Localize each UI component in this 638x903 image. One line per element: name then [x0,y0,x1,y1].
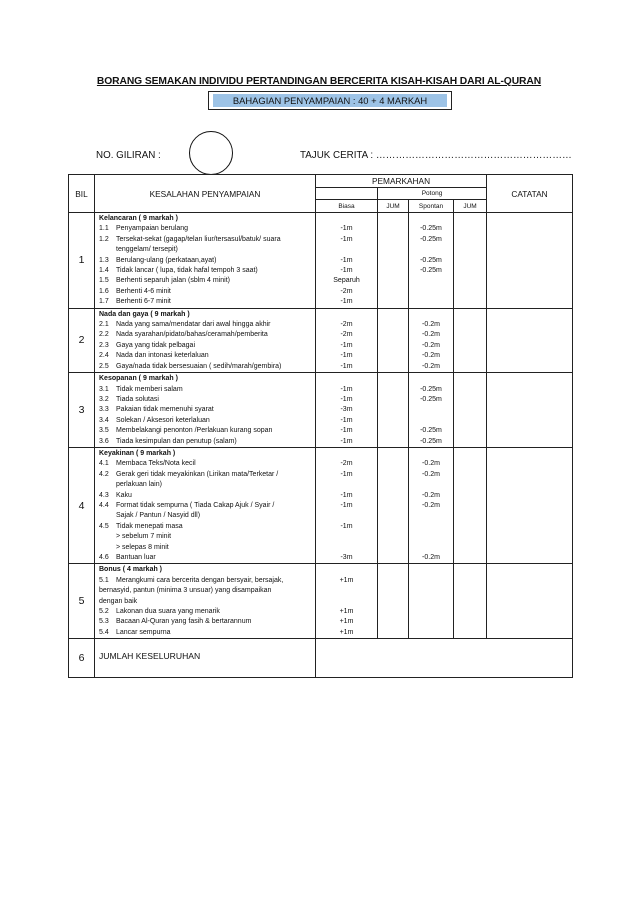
criteria-text: Penyampaian berulang [116,225,188,233]
criteria-number: 3.3 [99,406,109,414]
spontan-mark: -0.25m [420,437,442,445]
criteria-item [95,628,315,638]
section-jum-biasa[interactable] [378,213,409,309]
total-value-cell[interactable] [316,639,573,678]
spontan-mark [409,449,453,459]
criteria-text: Gaya yang tidak pelbagai [116,341,195,349]
criteria-heading [95,214,315,224]
biasa-mark [316,214,377,224]
total-label: JUMLAH KESELURUHAN [95,639,316,678]
biasa-mark: -3m [340,406,353,414]
biasa-mark [316,565,377,575]
spontan-mark [409,245,453,255]
criteria-number: 1.2 [99,235,109,243]
criteria-text: Bacaan Al-Quran yang fasih & bertarannum [116,618,252,626]
biasa-mark [316,543,377,553]
spontan-mark [409,532,453,542]
criteria-item [95,362,315,372]
criteria-number: 3.5 [99,427,109,435]
biasa-mark [316,597,377,607]
criteria-text: Lakonan dua suara yang menarik [116,608,220,616]
criteria-item [95,597,315,607]
criteria-item [95,395,315,405]
spontan-mark [409,310,453,320]
section-jum-spontan[interactable] [454,308,487,372]
spontan-mark: -0.2m [422,341,440,349]
spontan-mark [409,297,453,307]
criteria-item [95,287,315,297]
criteria-item [95,480,315,490]
criteria-text: Tiada solutasi [116,395,159,403]
section-bil: 1 [69,213,95,309]
spontan-mark: -0.25m [420,256,442,264]
criteria-text: > sebelum 7 minit [116,533,172,541]
criteria-text: tenggelam/ tersepit) [116,246,178,254]
criteria-text: Keyakinan ( 9 markah ) [99,449,176,457]
criteria-item [95,459,315,469]
criteria-item [95,522,315,532]
biasa-mark [316,310,377,320]
section-spontan-marks [409,564,454,639]
section-jum-biasa[interactable] [378,373,409,448]
criteria-text: Nada dan intonasi keterlaluan [116,352,209,360]
section-jum-spontan[interactable] [454,213,487,309]
criteria-text: Sajak / Pantun / Nasyid dll) [116,512,201,520]
biasa-mark [316,511,377,521]
spontan-mark [409,617,453,627]
criteria-number: 1.6 [99,287,109,295]
header-row-1 [69,175,573,188]
biasa-mark: -1m [340,235,353,243]
total-row [69,639,573,678]
spontan-mark: -0.25m [420,225,442,233]
biasa-mark: -3m [340,554,353,561]
spontan-mark [409,576,453,586]
criteria-number: 1.5 [99,277,109,285]
biasa-mark: Separuh [333,277,360,285]
biasa-mark: +1m [339,628,354,636]
spontan-mark: -0.2m [422,501,440,509]
criteria-text: Lancar sempurna [116,628,171,636]
criteria-item [95,224,315,234]
criteria-number: 4.6 [99,554,109,561]
criteria-number: 1.1 [99,225,109,233]
biasa-mark [316,374,377,384]
section-criteria [95,308,316,372]
biasa-mark [316,245,377,255]
criteria-text: Berhenti 4-6 minit [116,287,171,295]
criteria-text: Bonus ( 4 markah ) [99,566,163,574]
criteria-text: Kelancaran ( 9 markah ) [99,215,178,222]
section-jum-spontan[interactable] [454,564,487,639]
section-criteria [95,373,316,448]
criteria-number: 5.4 [99,628,109,636]
criteria-text: Gaya/nada tidak bersesuaian ( sedih/marah/gembira) [116,362,282,370]
criteria-number: 2.4 [99,352,109,360]
section-jum-spontan[interactable] [454,447,487,563]
criteria-item [95,576,315,586]
spontan-mark [409,511,453,521]
biasa-mark: -1m [340,395,353,403]
biasa-mark: +1m [339,618,354,626]
spontan-mark [409,480,453,490]
criteria-number: 3.1 [99,385,109,393]
section-jum-biasa[interactable] [378,308,409,372]
criteria-text: Solekan / Aksesori keterlaluan [116,416,210,424]
spontan-mark: -0.2m [422,362,440,370]
criteria-number: 4.3 [99,491,109,499]
criteria-text: Kaku [116,491,132,499]
biasa-mark: -2m [340,287,353,295]
biasa-mark: -2m [340,331,353,339]
biasa-mark: +1m [339,608,354,616]
section-spontan-marks [409,308,454,372]
header-bil: BIL [69,175,95,213]
section-biasa-marks [316,373,378,448]
spontan-mark: -0.2m [422,460,440,468]
criteria-number: 5.3 [99,618,109,626]
criteria-item [95,266,315,276]
criteria-number: 4.1 [99,460,109,468]
criteria-item [95,553,315,563]
criteria-item [95,543,315,553]
spontan-mark [409,214,453,224]
criteria-text: Tiada kesimpulan dan penutup (salam) [116,437,237,445]
criteria-item [95,330,315,340]
section-biasa-marks [316,213,378,309]
criteria-item [95,586,315,596]
criteria-item [95,297,315,307]
criteria-text: Tidak menepati masa [116,522,183,530]
biasa-mark: -1m [340,416,353,424]
criteria-item [95,416,315,426]
header-jum-spontan: JUM [454,200,487,213]
header-jum-biasa: JUM [378,200,409,213]
section-bil: 4 [69,447,95,563]
section-catatan[interactable] [487,447,573,563]
form-title: BORANG SEMAKAN INDIVIDU PERTANDINGAN BERCERITA KISAH-KISAH DARI AL-QURAN [96,76,542,87]
biasa-mark: -1m [340,427,353,435]
criteria-item [95,235,315,245]
section-row-2 [69,308,573,372]
criteria-text: Kesopanan ( 9 markah ) [99,375,178,383]
section-subtitle-box [208,91,452,110]
criteria-item [95,607,315,617]
criteria-item [95,491,315,501]
criteria-text: Berulang-ulang (perkataan,ayat) [116,256,217,264]
biasa-mark: -1m [340,522,353,530]
header-spontan: Spontan [409,200,454,213]
section-jum-spontan[interactable] [454,373,487,448]
section-row-5 [69,564,573,639]
section-jum-biasa[interactable] [378,447,409,563]
section-bil: 3 [69,373,95,448]
spontan-mark: -0.25m [420,267,442,275]
section-row-3 [69,373,573,448]
header-potong: Potong [378,188,487,200]
spontan-mark [409,628,453,638]
criteria-number: 3.2 [99,395,109,403]
criteria-text: Berhenti 6-7 minit [116,298,171,306]
biasa-mark: -1m [340,256,353,264]
section-bil: 5 [69,564,95,639]
criteria-number: 1.3 [99,256,109,264]
section-catatan[interactable] [487,213,573,309]
biasa-mark: -2m [340,460,353,468]
criteria-item [95,320,315,330]
criteria-number: 5.1 [99,576,109,584]
criteria-item [95,405,315,415]
header-pemarkahan: PEMARKAHAN [316,175,487,188]
section-catatan[interactable] [487,564,573,639]
total-bil: 6 [69,639,95,678]
section-bil: 2 [69,308,95,372]
criteria-text: > selepas 8 minit [116,543,169,551]
criteria-item [95,511,315,521]
spontan-mark [409,586,453,596]
criteria-number: 1.7 [99,298,109,306]
section-catatan[interactable] [487,308,573,372]
criteria-number: 1.4 [99,267,109,275]
spontan-mark: -0.25m [420,385,442,393]
biasa-mark: +1m [339,576,354,584]
criteria-item [95,341,315,351]
biasa-mark: -1m [340,385,353,393]
scoring-table [68,174,573,678]
criteria-text: Tidak memberi salam [116,385,183,393]
spontan-mark [409,565,453,575]
criteria-text: Berhenti separuh jalan (sblm 4 minit) [116,277,230,285]
criteria-text: dengan baik [99,597,138,605]
criteria-text: Gerak geri tidak meyakinkan (Lirikan mata/Terketar / [116,470,279,478]
section-subtitle: BAHAGIAN PENYAMPAIAN : 40 + 4 MARKAH [213,94,447,107]
criteria-text: Membaca Teks/Nota kecil [116,460,196,468]
criteria-text: Tidak lancar ( lupa, tidak hafal tempoh 3 saat) [116,267,258,275]
spontan-mark: -0.2m [422,331,440,339]
biasa-mark: -1m [340,491,353,499]
biasa-mark: -1m [340,362,353,370]
tajuk-cerita-label: TAJUK CERITA : …………………………………………………… [300,150,572,161]
criteria-heading [95,565,315,575]
spontan-mark [409,374,453,384]
section-criteria [95,213,316,309]
header-kesalahan: KESALAHAN PENYAMPAIAN [95,175,316,213]
biasa-mark: -1m [340,225,353,233]
no-giliran-label: NO. GILIRAN : [96,150,161,161]
biasa-mark: -1m [340,501,353,509]
criteria-item [95,532,315,542]
spontan-mark: -0.2m [422,491,440,499]
section-biasa-marks [316,564,378,639]
criteria-item [95,470,315,480]
section-criteria [95,564,316,639]
biasa-mark: -1m [340,470,353,478]
spontan-mark: -0.25m [420,235,442,243]
biasa-mark [316,586,377,596]
biasa-mark: -1m [340,298,353,306]
spontan-mark: -0.2m [422,470,440,478]
criteria-heading [95,310,315,320]
spontan-mark [409,416,453,426]
criteria-number: 2.1 [99,321,109,329]
criteria-item [95,276,315,286]
section-catatan[interactable] [487,373,573,448]
criteria-text: perlakuan lain) [116,481,162,489]
section-row-1 [69,213,573,309]
spontan-mark: -0.25m [420,395,442,403]
criteria-number: 5.2 [99,608,109,616]
criteria-text: Nada yang sama/mendatar dari awal hingga akhir [116,321,271,329]
criteria-item [95,245,315,255]
criteria-number: 3.4 [99,416,109,424]
giliran-number-circle[interactable] [189,131,233,175]
criteria-item [95,385,315,395]
criteria-text: Tersekat-sekat (gagap/telan liur/tersasul/batuk/ suara [116,235,281,243]
spontan-mark [409,607,453,617]
criteria-text: Merangkumi cara bercerita dengan bersyair, bersajak, [116,576,284,584]
criteria-text: bernasyid, pantun (minima 3 unsuar) yang disampaikan [99,587,272,595]
spontan-mark [409,543,453,553]
spontan-mark [409,597,453,607]
criteria-heading [95,449,315,459]
criteria-text: Nada syarahan/pidato/bahas/ceramah/pemberita [116,331,268,339]
spontan-mark [409,522,453,532]
section-biasa-marks [316,447,378,563]
spontan-mark: -0.2m [422,352,440,360]
spontan-mark [409,287,453,297]
biasa-mark: -1m [340,341,353,349]
spontan-mark [409,405,453,415]
spontan-mark: -0.2m [422,321,440,329]
criteria-item [95,426,315,436]
section-criteria [95,447,316,563]
criteria-number: 2.2 [99,331,109,339]
spontan-mark [409,276,453,286]
criteria-item [95,501,315,511]
criteria-item [95,437,315,447]
biasa-mark: -1m [340,352,353,360]
criteria-number: 4.4 [99,501,109,509]
criteria-text: Format tidak sempurna ( Tiada Cakap Ajuk / Syair / [116,501,275,509]
criteria-heading [95,374,315,384]
section-biasa-marks [316,308,378,372]
criteria-text: Membelakangi penonton /Perlakuan kurang sopan [116,427,273,435]
biasa-mark: -1m [340,267,353,275]
biasa-mark [316,449,377,459]
criteria-text: Nada dan gaya ( 9 markah ) [99,310,190,318]
section-jum-biasa[interactable] [378,564,409,639]
section-spontan-marks [409,213,454,309]
criteria-number: 2.5 [99,362,109,370]
criteria-number: 3.6 [99,437,109,445]
criteria-text: Pakaian tidak memenuhi syarat [116,406,214,414]
header-catatan: CATATAN [487,175,573,213]
spontan-mark: -0.25m [420,427,442,435]
header-biasa: Biasa [316,200,378,213]
biasa-mark: -1m [340,437,353,445]
criteria-text: Bantuan luar [116,554,156,561]
criteria-number: 4.5 [99,522,109,530]
criteria-number: 2.3 [99,341,109,349]
biasa-mark [316,532,377,542]
biasa-mark [316,480,377,490]
criteria-item [95,351,315,361]
section-spontan-marks [409,447,454,563]
criteria-item [95,617,315,627]
section-spontan-marks [409,373,454,448]
criteria-item [95,256,315,266]
criteria-number: 4.2 [99,470,109,478]
spontan-mark: -0.2m [422,554,440,561]
section-row-4 [69,447,573,563]
biasa-mark: -2m [340,321,353,329]
